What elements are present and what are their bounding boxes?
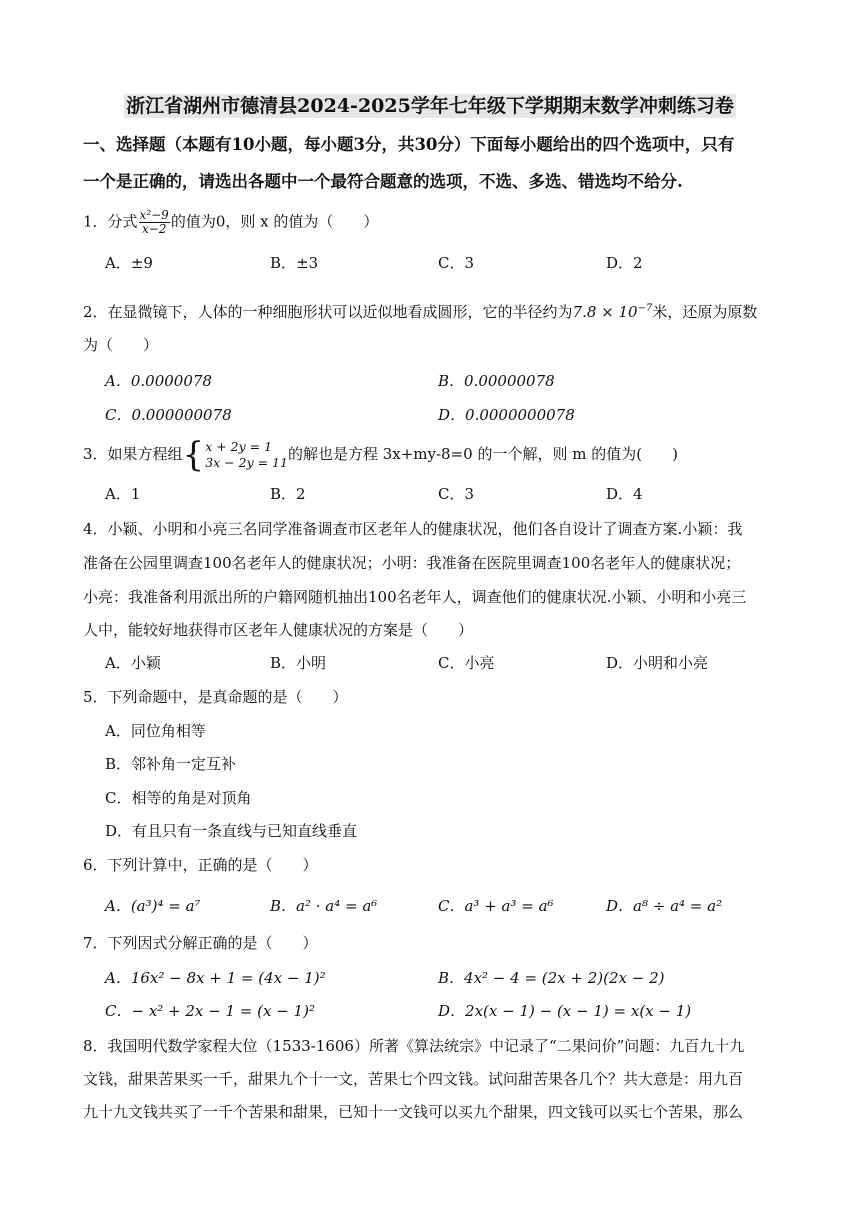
question-4-line-3: 小亮：我准备利用派出所的户籍网随机抽出100名老年人，调查他们的健康状况.小颖、小明和小亮三 [83,588,747,606]
q4-option-b[interactable]: B．小明 [270,654,327,672]
q6-option-d[interactable]: D．a⁸ ÷ a⁴ = a² [606,897,723,915]
q6-option-c[interactable]: C．a³ + a³ = a⁶ [438,897,554,915]
q1-option-b[interactable]: B．±3 [270,254,319,272]
question-4-line-4: 人中，能较好地获得市区老年人健康状况的方案是（ ） [83,621,474,639]
question-7-stem: 7．下列因式分解正确的是（ ） [83,934,318,952]
q2-option-c[interactable]: C．0.000000078 [105,406,232,424]
q7-option-a[interactable]: A．16x² − 8x + 1 = (4x − 1)² [105,969,326,987]
q1-option-c[interactable]: C．3 [438,254,475,272]
question-6-stem: 6．下列计算中，正确的是（ ） [83,856,318,874]
q3-option-a[interactable]: A．1 [105,485,141,503]
q2-option-a[interactable]: A．0.0000078 [105,372,212,390]
question-8-line-3: 九十九文钱共买了一千个苦果和甜果，已知十一文钱可以买九个甜果，四文钱可以买七个苦果，那么 [83,1103,744,1121]
question-3-stem [83,434,678,474]
q2-text-b: 米，还原为原数 [652,303,758,321]
q1-numerator: x²−9 [139,208,169,222]
q6-option-b[interactable]: B．a² · a⁴ = a⁶ [270,897,378,915]
section-heading-line-2: 一个是正确的，请选出各题中一个最符合题意的选项，不选、多选、错选均不给分. [83,172,683,191]
question-4-line-1: 4．小颖、小明和小亮三名同学准备调查市区老年人的健康状况，他们各自设计了调查方案.小颖：我 [83,520,743,538]
q3-option-d[interactable]: D．4 [606,485,643,503]
q2-math-exponent: −7 [637,303,653,314]
question-2-stem-line-2: 为（ ） [83,336,159,354]
q2-option-d[interactable]: D．0.0000000078 [438,406,575,424]
q1-prefix: 1．分式 [83,212,138,231]
section-heading-line-1: 一、选择题（本题有10小题，每小题3分，共30分）下面每小题给出的四个选项中，只有 [83,135,735,154]
q3-option-c[interactable]: C．3 [438,485,475,503]
q5-option-d[interactable]: D．有且只有一条直线与已知直线垂直 [105,822,358,840]
q2-math [573,303,653,321]
question-4-line-2: 准备在公园里调查100名老年人的健康状况；小明：我准备在医院里调查100名老年人的健康状况； [83,554,741,572]
q3-equation-1: x + 2y = 1 [205,439,273,454]
question-8-line-1: 8．我国明代数学家程大位（1533-1606）所著《算法统宗》中记录了“二果问价”问题：九百九十九 [83,1037,745,1055]
q4-option-c[interactable]: C．小亮 [438,654,495,672]
q3-suffix: 的解也是方程 3x+my-8=0 的一个解，则 m 的值为( ) [287,445,678,463]
exam-title: 浙江省湖州市德清县2024-2025学年七年级下学期期末数学冲刺练习卷 [126,95,734,117]
q5-option-c[interactable]: C．相等的角是对顶角 [105,789,252,807]
q3-option-b[interactable]: B．2 [270,485,306,503]
question-8-line-2: 文钱，甜果苦果买一千，甜果九个十一文，苦果七个四文钱。试问甜苦果各几个？共大意是：用九百 [83,1070,744,1088]
q5-option-b[interactable]: B．邻补角一定互补 [105,755,237,773]
q7-option-d[interactable]: D．2x(x − 1) − (x − 1) = x(x − 1) [438,1002,692,1020]
q4-option-d[interactable]: D．小明和小亮 [606,654,709,672]
q2-option-b[interactable]: B．0.00000078 [438,372,555,390]
exam-title-wrap [0,91,860,118]
q6-option-a[interactable]: A．(a³)⁴ = a⁷ [105,897,201,915]
q4-option-a[interactable]: A．小颖 [105,654,161,672]
q7-option-c[interactable]: C．− x² + 2x − 1 = (x − 1)² [105,1002,315,1020]
q1-option-a[interactable]: A．±9 [105,254,153,272]
q1-denominator: x−2 [141,222,167,236]
q3-system [205,439,288,471]
section-heading [83,126,783,200]
q3-brace: { [182,435,205,475]
q1-fraction [139,209,170,236]
question-2-stem-line-1 [83,298,757,323]
q7-option-b[interactable]: B．4x² − 4 = (2x + 2)(2x − 2) [438,969,665,987]
q2-math-base: 7.8 × 10 [572,303,638,321]
q3-prefix: 3．如果方程组 [83,445,183,463]
question-1-stem [83,209,378,236]
q1-option-d[interactable]: D．2 [606,254,643,272]
q1-suffix: 的值为0，则 x 的值为（ ） [170,212,379,231]
q3-equation-2: 3x − 2y = 11 [205,455,288,470]
q5-option-a[interactable]: A．同位角相等 [105,722,206,740]
q2-text-a: 2．在显微镜下，人体的一种细胞形状可以近似地看成圆形，它的半径约为 [83,303,573,321]
question-5-stem: 5．下列命题中，是真命题的是（ ） [83,688,348,706]
